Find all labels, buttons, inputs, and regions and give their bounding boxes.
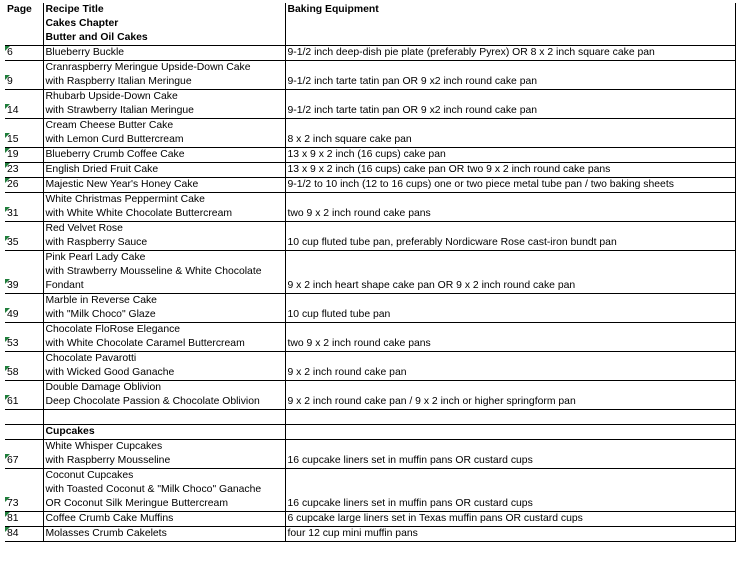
table-row <box>5 454 735 469</box>
page-number: 31 <box>7 208 19 219</box>
cell-comment-marker-icon <box>5 133 10 138</box>
equipment-cell: 8 x 2 inch square cake pan <box>285 133 735 148</box>
table-row <box>5 251 735 266</box>
page-number-cell <box>5 133 43 148</box>
page-number: 67 <box>7 455 19 466</box>
table-row <box>5 395 735 410</box>
page-number: 9 <box>7 76 13 87</box>
equipment-cell: 9 x 2 inch round cake pan <box>285 366 735 381</box>
cell-comment-marker-icon <box>5 279 10 284</box>
recipe-title-cell: Double Damage Oblivion <box>43 381 285 396</box>
table-row <box>5 497 735 512</box>
recipe-title-cell: OR Coconut Silk Meringue Buttercream <box>43 497 285 512</box>
recipe-title-cell: with "Milk Choco" Glaze <box>43 308 285 323</box>
page-number-cell <box>5 163 43 178</box>
cell-comment-marker-icon <box>5 75 10 80</box>
page-number: 15 <box>7 134 19 145</box>
page-number-cell <box>5 207 43 222</box>
page-number-cell <box>5 46 43 61</box>
recipe-title-cell: Molasses Crumb Cakelets <box>43 527 285 542</box>
page-number: 58 <box>7 367 19 378</box>
table-row <box>5 148 735 163</box>
recipe-title-cell: with Toasted Coconut & "Milk Choco" Ganache <box>43 483 285 497</box>
page-number-cell <box>5 366 43 381</box>
table-body <box>5 3 735 542</box>
table-row <box>5 469 735 484</box>
equipment-cell: 9 x 2 inch round cake pan / 9 x 2 inch or higher springform pan <box>285 395 735 410</box>
recipe-title-cell: English Dried Fruit Cake <box>43 163 285 178</box>
cell-comment-marker-icon <box>5 163 10 168</box>
recipe-title-cell: Majestic New Year's Honey Cake <box>43 178 285 193</box>
page-number: 61 <box>7 396 19 407</box>
cell-comment-marker-icon <box>5 236 10 241</box>
cell-comment-marker-icon <box>5 104 10 109</box>
blank-row <box>5 410 735 425</box>
recipe-title-cell: Chocolate Pavarotti <box>43 352 285 367</box>
recipe-title-cell: with White Chocolate Caramel Buttercream <box>43 337 285 352</box>
equipment-cell: two 9 x 2 inch round cake pans <box>285 207 735 222</box>
recipe-title-cell: with Raspberry Mousseline <box>43 454 285 469</box>
page-number: 23 <box>7 164 19 175</box>
page-number: 49 <box>7 309 19 320</box>
table-row <box>5 90 735 105</box>
cell-comment-marker-icon <box>5 46 10 51</box>
cell-comment-marker-icon <box>5 178 10 183</box>
recipe-title-cell: Rhubarb Upside-Down Cake <box>43 90 285 105</box>
page-number: 81 <box>7 513 19 524</box>
page-number: 35 <box>7 237 19 248</box>
section-row-cupcakes <box>5 425 735 440</box>
page-number-cell <box>5 279 43 294</box>
section-title-cupcakes: Cupcakes <box>43 425 285 440</box>
table-row <box>5 323 735 338</box>
table-row <box>5 236 735 251</box>
recipe-title-cell: with Wicked Good Ganache <box>43 366 285 381</box>
equipment-cell: 6 cupcake large liners set in Texas muffin pans OR custard cups <box>285 512 735 527</box>
equipment-cell: 9-1/2 inch tarte tatin pan OR 9 x2 inch round cake pan <box>285 104 735 119</box>
page-number: 14 <box>7 105 19 116</box>
recipe-table <box>5 3 736 542</box>
table-row <box>5 61 735 76</box>
cell-comment-marker-icon <box>5 148 10 153</box>
table-row <box>5 381 735 396</box>
recipe-title-cell: Blueberry Buckle <box>43 46 285 61</box>
section-row-butter-oil <box>5 31 735 46</box>
page-number-cell <box>5 75 43 90</box>
cell-comment-marker-icon <box>5 527 10 532</box>
recipe-title-cell: with Strawberry Italian Meringue <box>43 104 285 119</box>
table-row <box>5 46 735 61</box>
table-row <box>5 527 735 542</box>
page-number-cell <box>5 148 43 163</box>
recipe-title-cell: with Lemon Curd Buttercream <box>43 133 285 148</box>
section-title-butter-oil: Butter and Oil Cakes <box>43 31 285 46</box>
recipe-title-cell: with White White Chocolate Buttercream <box>43 207 285 222</box>
page-number-cell <box>5 527 43 542</box>
page-number: 19 <box>7 149 19 160</box>
page-number-cell <box>5 178 43 193</box>
equipment-cell: 13 x 9 x 2 inch (16 cups) cake pan OR two 9 x 2 inch round cake pans <box>285 163 735 178</box>
recipe-title-cell: Cranraspberry Meringue Upside-Down Cake <box>43 61 285 76</box>
recipe-title-cell: Cream Cheese Butter Cake <box>43 119 285 134</box>
recipe-title-cell: Fondant <box>43 279 285 294</box>
cell-comment-marker-icon <box>5 454 10 459</box>
recipe-title-cell: White Christmas Peppermint Cake <box>43 193 285 208</box>
page-number: 39 <box>7 280 19 291</box>
table-row <box>5 366 735 381</box>
equipment-cell: 9-1/2 inch deep-dish pie plate (preferably Pyrex) OR 8 x 2 inch square cake pan <box>285 46 735 61</box>
table-row <box>5 294 735 309</box>
table-row <box>5 193 735 208</box>
chapter-title: Cakes Chapter <box>43 17 285 31</box>
page-number-cell <box>5 454 43 469</box>
equipment-cell: 9-1/2 to 10 inch (12 to 16 cups) one or two piece metal tube pan / two baking sheets <box>285 178 735 193</box>
cell-comment-marker-icon <box>5 395 10 400</box>
table-row <box>5 119 735 134</box>
cell-comment-marker-icon <box>5 308 10 313</box>
table-row <box>5 104 735 119</box>
page-number-cell <box>5 395 43 410</box>
header-equipment: Baking Equipment <box>285 3 735 17</box>
equipment-cell: 10 cup fluted tube pan <box>285 308 735 323</box>
table-row <box>5 222 735 237</box>
cell-comment-marker-icon <box>5 207 10 212</box>
equipment-cell: 9-1/2 inch tarte tatin pan OR 9 x2 inch round cake pan <box>285 75 735 90</box>
recipe-title-cell: Deep Chocolate Passion & Chocolate Oblivion <box>43 395 285 410</box>
header-row <box>5 3 735 17</box>
table-row <box>5 279 735 294</box>
table-row <box>5 163 735 178</box>
table-row <box>5 207 735 222</box>
table-row <box>5 178 735 193</box>
table-row <box>5 308 735 323</box>
page-number-cell <box>5 497 43 512</box>
page-number: 84 <box>7 528 19 539</box>
recipe-title-cell: White Whisper Cupcakes <box>43 440 285 455</box>
table-row <box>5 265 735 279</box>
recipe-title-cell: with Raspberry Sauce <box>43 236 285 251</box>
header-recipe-title: Recipe Title <box>43 3 285 17</box>
page-number-cell <box>5 337 43 352</box>
equipment-cell: four 12 cup mini muffin pans <box>285 527 735 542</box>
recipe-title-cell: Marble in Reverse Cake <box>43 294 285 309</box>
recipe-title-cell: Pink Pearl Lady Cake <box>43 251 285 266</box>
page-number-cell <box>5 308 43 323</box>
equipment-cell: 16 cupcake liners set in muffin pans OR custard cups <box>285 454 735 469</box>
equipment-cell: two 9 x 2 inch round cake pans <box>285 337 735 352</box>
page-number-cell <box>5 236 43 251</box>
equipment-cell: 10 cup fluted tube pan, preferably Nordicware Rose cast-iron bundt pan <box>285 236 735 251</box>
table-row <box>5 133 735 148</box>
recipe-title-cell: Red Velvet Rose <box>43 222 285 237</box>
table-row <box>5 75 735 90</box>
page-number-cell <box>5 512 43 527</box>
chapter-row <box>5 17 735 31</box>
recipe-title-cell: with Strawberry Mousseline & White Chocolate <box>43 265 285 279</box>
equipment-cell: 9 x 2 inch heart shape cake pan OR 9 x 2 inch round cake pan <box>285 279 735 294</box>
recipe-title-cell: with Raspberry Italian Meringue <box>43 75 285 90</box>
spreadsheet <box>5 3 736 542</box>
recipe-title-cell: Coconut Cupcakes <box>43 469 285 484</box>
table-row <box>5 483 735 497</box>
table-row <box>5 352 735 367</box>
recipe-title-cell: Blueberry Crumb Coffee Cake <box>43 148 285 163</box>
page-number-cell <box>5 104 43 119</box>
page-number: 73 <box>7 498 19 509</box>
recipe-title-cell: Coffee Crumb Cake Muffins <box>43 512 285 527</box>
table-row <box>5 512 735 527</box>
page-number: 6 <box>7 47 13 58</box>
cell-comment-marker-icon <box>5 366 10 371</box>
header-page: Page <box>5 3 43 17</box>
table-row <box>5 337 735 352</box>
page-number: 53 <box>7 338 19 349</box>
table-row <box>5 440 735 455</box>
cell-comment-marker-icon <box>5 497 10 502</box>
equipment-cell: 13 x 9 x 2 inch (16 cups) cake pan <box>285 148 735 163</box>
recipe-title-cell: Chocolate FloRose Elegance <box>43 323 285 338</box>
cell-comment-marker-icon <box>5 512 10 517</box>
cell-comment-marker-icon <box>5 337 10 342</box>
equipment-cell: 16 cupcake liners set in muffin pans OR custard cups <box>285 497 735 512</box>
page-number: 26 <box>7 179 19 190</box>
